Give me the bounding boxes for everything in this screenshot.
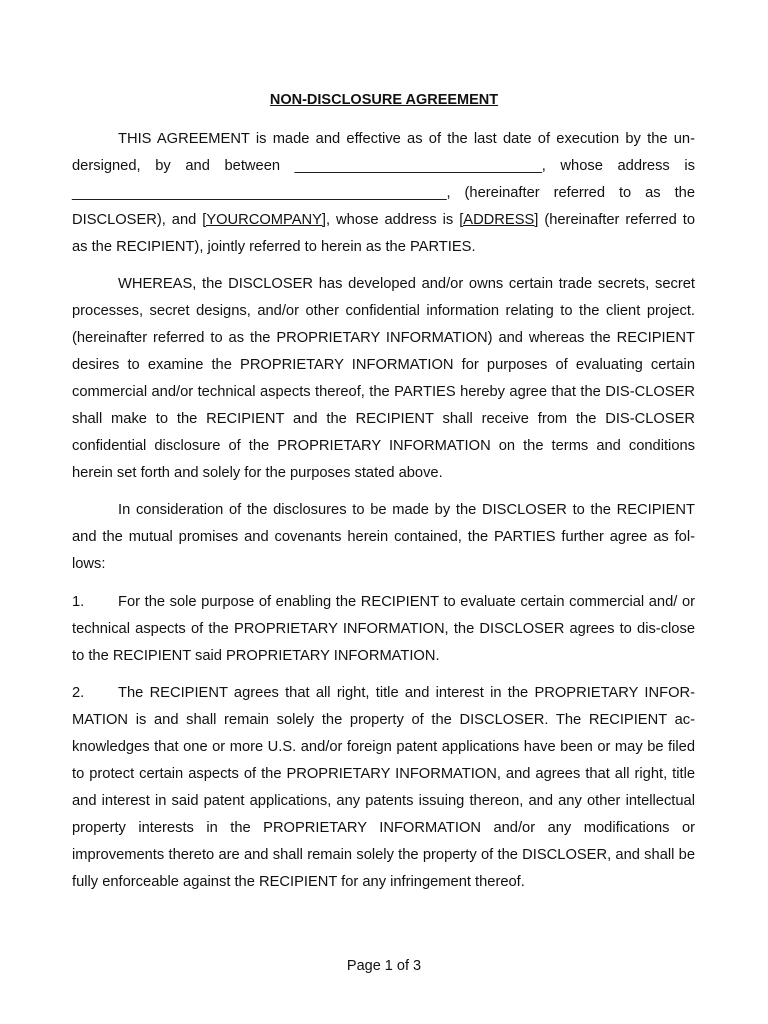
clause-2-text: The RECIPIENT agrees that all right, title and interest in the PROPRIETARY INFOR-MATION is and shall remain solely the property of the DISCLOSER. The RECIPIENT ac-knowledges that one or more U.S. and/or foreign patent applications have been or may be filed to protect certain aspects of the PROPRIETARY INFORMATION, and agrees that all right, title and interest in said patent applications, any patents issuing thereon, and any other intellectual property interests in the PROPRIETARY INFORMATION and/or any modifications or improvements thereto are and shall remain solely the property of the DISCLOSER, and shall be fully enforceable against the RECIPIENT for any infringement thereof. — [72, 685, 695, 890]
consideration-paragraph: In consideration of the disclosures to be made by the DISCLOSER to the RECIPIENT and the mutual promises and covenants herein contained, the PARTIES further agree as fol-lows: — [72, 502, 695, 572]
discloser-address-blank: _______________________________________________ — [72, 185, 447, 201]
intro-text-c: , (hereinafter referred to as the DISCLOSER), and — [72, 185, 695, 228]
address-placeholder: [ADDRESS] — [459, 212, 539, 228]
intro-text-a: THIS AGREEMENT is made and effective as of the last date of execution by the un-dersigned, by and between — [72, 131, 695, 174]
company-placeholder: [YOURCOMPANY] — [202, 212, 327, 228]
clause-2-number: 2. — [72, 685, 85, 701]
discloser-name-blank: _______________________________ — [294, 158, 542, 174]
clause-1-number: 1. — [72, 594, 85, 610]
intro-paragraph — [72, 126, 695, 261]
intro-text-d: , whose address is — [326, 212, 460, 228]
clause-2 — [72, 680, 695, 896]
clause-1-text: For the sole purpose of enabling the RECIPIENT to evaluate certain commercial and/ or technical aspects of the PROPRIETARY INFORMATION, the DISCLOSER agrees to dis-close to the RECIPIENT said PROPRIETARY INFORMATION. — [72, 594, 695, 664]
whereas-paragraph: WHEREAS, the DISCLOSER has developed and/or owns certain trade secrets, secret processes, secret designs, and/or other confidential information relating to the client project. (hereinafter referred to as the PROPRIETARY INFORMATION) and whereas the RECIPIENT desires to examine the PROPRIETARY INFORMATION for purposes of evaluating certain commercial and/or technical aspects thereof, the PARTIES hereby agree that the DIS-CLOSER shall make to the RECIPIENT and the RECIPIENT shall receive from the DIS-CLOSER confidential disclosure of the PROPRIETARY INFORMATION on the terms and conditions herein set forth and solely for the purposes stated above. — [72, 276, 695, 481]
document-title: NON-DISCLOSURE AGREEMENT — [269, 92, 499, 108]
clause-1 — [72, 589, 695, 670]
intro-text-e: (hereinafter referred to as the RECIPIENT), jointly referred to herein as the PARTIES. — [72, 212, 695, 255]
intro-text-b: , whose address is — [541, 158, 695, 174]
page-number: Page 1 of 3 — [346, 958, 422, 974]
